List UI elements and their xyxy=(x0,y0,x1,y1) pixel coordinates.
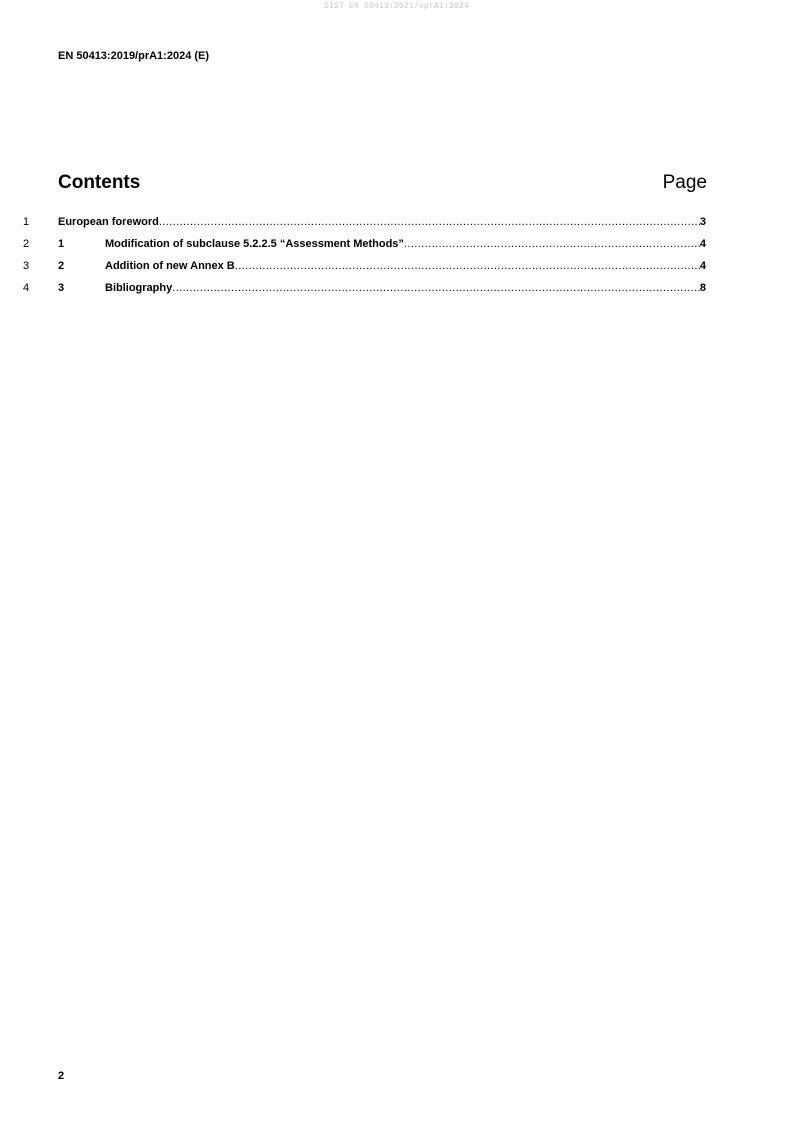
toc-entry-number: 3 xyxy=(58,282,65,294)
toc-entry-body[interactable] xyxy=(58,282,706,294)
toc-entry-title[interactable]: European foreword xyxy=(58,216,159,228)
line-number: 2 xyxy=(23,238,30,250)
toc-entry-page[interactable]: 3 xyxy=(699,216,706,228)
toc-entry-modification-subclause[interactable] xyxy=(0,236,793,258)
toc-entry-annex-b[interactable] xyxy=(0,258,793,280)
line-number: 3 xyxy=(23,260,30,272)
contents-heading xyxy=(58,172,707,196)
toc-entry-body[interactable] xyxy=(58,216,706,228)
toc-entry-bibliography[interactable] xyxy=(0,280,793,302)
dot-leader xyxy=(404,238,700,250)
toc-entry-page[interactable]: 4 xyxy=(699,238,706,250)
dot-leader xyxy=(159,216,700,228)
document-identifier: EN 50413:2019/prA1:2024 (E) xyxy=(58,50,210,62)
dot-leader xyxy=(235,260,700,272)
toc-entry-european-foreword[interactable] xyxy=(0,214,793,236)
page-number: 2 xyxy=(58,1070,65,1082)
toc-entry-title[interactable]: Bibliography xyxy=(105,282,173,294)
toc-entry-page[interactable]: 4 xyxy=(699,260,706,272)
table-of-contents xyxy=(0,214,793,302)
toc-entry-body[interactable] xyxy=(58,238,706,250)
contents-title: Contents xyxy=(58,172,141,193)
toc-entry-number: 1 xyxy=(58,238,65,250)
watermark: SIST EN 50413:2021/oprA1:2024 xyxy=(323,2,470,11)
line-number: 1 xyxy=(23,216,30,228)
line-number: 4 xyxy=(23,282,30,294)
toc-entry-number: 2 xyxy=(58,260,65,272)
toc-entry-body[interactable] xyxy=(58,260,706,272)
page-column-label: Page xyxy=(662,172,707,193)
toc-entry-title[interactable]: Modification of subclause 5.2.2.5 “Assessment Methods” xyxy=(105,238,404,250)
dot-leader xyxy=(172,282,700,294)
toc-entry-page[interactable]: 8 xyxy=(699,282,706,294)
toc-entry-title[interactable]: Addition of new Annex B xyxy=(105,260,235,272)
